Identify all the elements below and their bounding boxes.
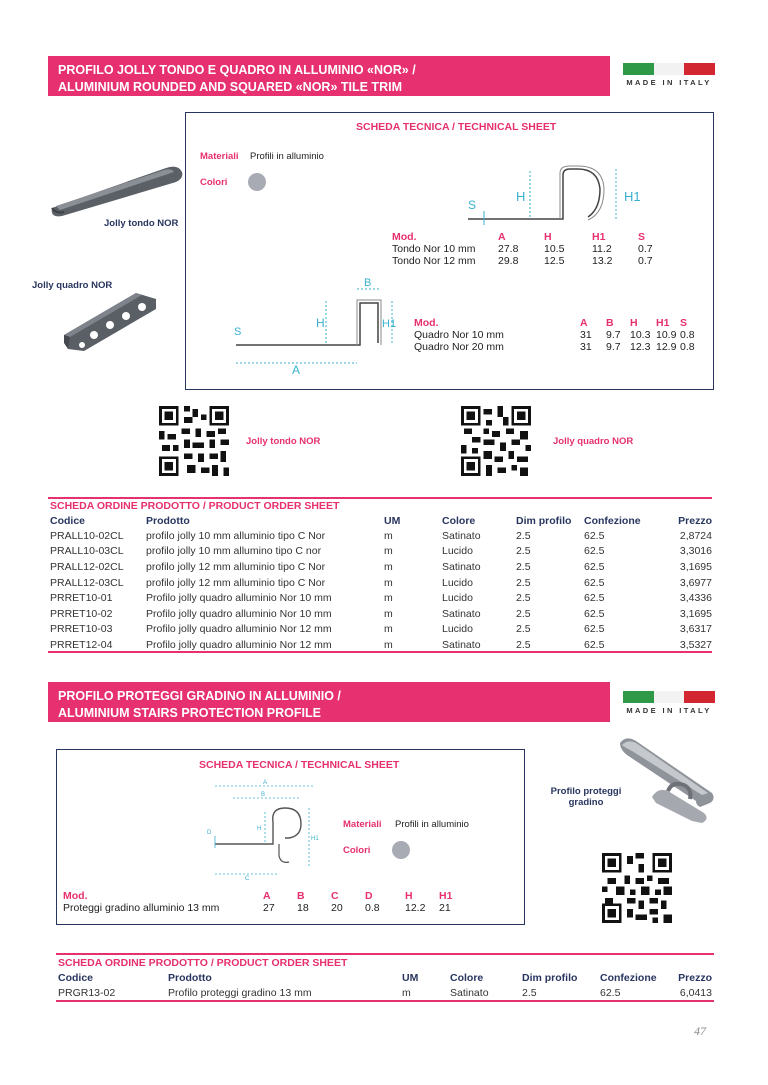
table-row — [50, 606, 712, 622]
table-cell: 13.2 — [592, 255, 613, 267]
table-cell: 62.5 — [584, 560, 605, 573]
table-cell: 62.5 — [584, 607, 605, 620]
qr-code-jolly-tondo[interactable] — [159, 406, 229, 476]
section2-color-swatch — [392, 841, 410, 859]
table-cell: 2.5 — [516, 623, 531, 636]
table-cell: 31 — [580, 329, 592, 341]
table-cell: PRRET10-02 — [50, 607, 113, 620]
table-cell: 2.5 — [516, 529, 531, 542]
tondo-dim-s: S — [468, 198, 477, 212]
section1-title-line2: ALUMINIUM ROUNDED AND SQUARED «NOR» TILE TRIM — [58, 80, 402, 94]
table-cell: 3,1695 — [679, 560, 712, 573]
table-row — [58, 985, 712, 1001]
qr-label-jolly-quadro: Jolly quadro NOR — [553, 436, 634, 447]
quadro-dim-h: H — [316, 316, 325, 330]
table-cell: Profilo jolly quadro alluminio Nor 12 mm — [146, 623, 332, 636]
table-cell: m — [384, 638, 393, 651]
section2-sheet-title: SCHEDA TECNICA / TECHNICAL SHEET — [199, 759, 400, 771]
stairs-col-mod: Mod. — [63, 890, 88, 902]
quadro-col-s: S — [680, 317, 688, 329]
tondo-col-s: S — [638, 231, 646, 243]
stairs-col-a: A — [263, 890, 271, 902]
order1-table — [50, 514, 712, 653]
table-cell: 2.5 — [516, 638, 531, 651]
order1-col-prezzo: Prezzo — [678, 515, 712, 527]
quadro-col-b: B — [606, 317, 614, 329]
tondo-col-a: A — [498, 231, 506, 243]
stairs-image-label — [550, 786, 622, 808]
table-cell: PRGR13-02 — [58, 986, 116, 999]
order2-col-um: UM — [402, 972, 419, 984]
stairs-dim-c: C — [245, 876, 250, 882]
table-cell: Profilo jolly quadro alluminio Nor 10 mm — [146, 592, 332, 605]
order1-col-codice: Codice — [50, 515, 86, 527]
table-cell: 6,0413 — [679, 986, 712, 999]
table-cell: 2.5 — [516, 592, 531, 605]
table-cell: 3,4336 — [679, 592, 712, 605]
made-in-italy-label: MADE IN ITALY — [626, 78, 712, 87]
order2-col-codice: Codice — [58, 972, 94, 984]
stairs-spec-table — [63, 890, 459, 914]
tondo-dim-h: H — [516, 189, 526, 204]
order1-col-dim: Dim profilo — [516, 515, 572, 527]
order2-table — [58, 971, 712, 1001]
section2-title-line1: PROFILO PROTEGGI GRADINO IN ALLUMINIO / — [58, 689, 341, 703]
table-cell: m — [384, 560, 393, 573]
table-cell: PRALL10-02CL — [50, 529, 124, 542]
table-cell: 9.7 — [606, 341, 621, 353]
section2-technical-sheet — [56, 749, 525, 925]
table-cell: m — [384, 592, 393, 605]
order2-col-confezione: Confezione — [600, 972, 657, 984]
table-cell: 9.7 — [606, 329, 621, 341]
table-cell: Quadro Nor 10 mm — [414, 329, 504, 341]
tondo-col-mod: Mod. — [392, 231, 417, 243]
order1-bottom-rule — [48, 651, 712, 653]
order2-bottom-rule — [56, 1000, 714, 1002]
qr-code-stairs[interactable] — [602, 853, 672, 923]
stairs-image-label-line2: gradino — [568, 797, 604, 808]
section2-materiali-value: Profili in alluminio — [395, 819, 469, 830]
table-cell: Tondo Nor 10 mm — [392, 243, 476, 255]
table-cell: 0.8 — [365, 902, 380, 914]
section2-title-band — [48, 682, 610, 722]
table-cell: Satinato — [450, 986, 489, 999]
table-row — [50, 544, 712, 560]
table-cell: PRRET10-01 — [50, 592, 113, 605]
tondo-col-h: H — [544, 231, 552, 243]
section1-materiali-label: Materiali — [200, 151, 239, 162]
table-cell: 2.5 — [516, 545, 531, 558]
tondo-dim-h1: H1 — [624, 189, 641, 204]
table-cell: Profilo proteggi gradino 13 mm — [168, 986, 312, 999]
jolly-tondo-image — [46, 158, 186, 218]
qr-label-jolly-tondo: Jolly tondo NOR — [246, 436, 321, 447]
table-cell: 0.7 — [638, 243, 653, 255]
table-cell: Lucido — [442, 545, 473, 558]
table-cell: 12.3 — [630, 341, 651, 353]
table-row — [50, 622, 712, 638]
stairs-spec-header — [63, 890, 459, 902]
table-cell: PRALL12-03CL — [50, 576, 124, 589]
table-cell: 2.5 — [516, 607, 531, 620]
table-cell: 62.5 — [584, 623, 605, 636]
quadro-col-h1: H1 — [656, 317, 670, 329]
table-cell: 12.2 — [405, 902, 426, 914]
table-cell: 18 — [297, 902, 309, 914]
stairs-col-b: B — [297, 890, 305, 902]
table-cell: 62.5 — [600, 986, 621, 999]
section1-technical-sheet — [185, 112, 714, 390]
stairs-dim-a: A — [263, 780, 268, 786]
table-row — [392, 255, 668, 267]
order1-top-rule — [48, 497, 712, 499]
made-in-italy-flag-2 — [623, 691, 715, 719]
quadro-spec-table — [414, 317, 700, 353]
table-cell: m — [384, 529, 393, 542]
order1-col-prodotto: Prodotto — [146, 515, 190, 527]
table-cell: 2.5 — [522, 986, 537, 999]
table-cell: profilo jolly 12 mm alluminio tipo C Nor — [146, 560, 326, 573]
stairs-image-label-line1: Profilo proteggi — [550, 786, 622, 797]
table-cell: m — [384, 623, 393, 636]
table-cell: 0.8 — [680, 341, 695, 353]
table-cell: 2.5 — [516, 576, 531, 589]
table-cell: 10.9 — [656, 329, 677, 341]
table-cell: 12.9 — [656, 341, 677, 353]
table-cell: 11.2 — [592, 243, 612, 255]
jolly-quadro-label: Jolly quadro NOR — [32, 280, 113, 291]
order1-col-colore: Colore — [442, 515, 476, 527]
quadro-dim-b: B — [364, 277, 372, 289]
table-cell: Lucido — [442, 576, 473, 589]
table-row — [50, 575, 712, 591]
table-cell: Lucido — [442, 592, 473, 605]
table-cell: Satinato — [442, 560, 481, 573]
table-cell: 62.5 — [584, 592, 605, 605]
table-cell: Tondo Nor 12 mm — [392, 255, 476, 267]
table-cell: 3,3016 — [679, 545, 712, 558]
table-row — [63, 902, 459, 914]
table-cell: Satinato — [442, 638, 481, 651]
made-in-italy-label-2: MADE IN ITALY — [626, 706, 712, 715]
quadro-dim-a: A — [292, 363, 301, 375]
table-cell: 21 — [439, 902, 451, 914]
section1-materiali-value: Profili in alluminio — [250, 151, 324, 162]
order1-col-confezione: Confezione — [584, 515, 641, 527]
stairs-profile-diagram — [205, 778, 335, 882]
table-cell: 31 — [580, 341, 592, 353]
table-cell: 27 — [263, 902, 275, 914]
qr-code-jolly-quadro[interactable] — [461, 406, 531, 476]
quadro-dim-s: S — [234, 326, 242, 338]
table-cell: 62.5 — [584, 576, 605, 589]
section1-title-band — [48, 56, 610, 96]
table-cell: 20 — [331, 902, 343, 914]
tondo-spec-table — [392, 231, 668, 267]
table-cell: Proteggi gradino alluminio 13 mm — [63, 902, 220, 914]
table-cell: 10.3 — [630, 329, 651, 341]
section2-title-line2: ALUMINIUM STAIRS PROTECTION PROFILE — [58, 706, 321, 720]
order1-title: SCHEDA ORDINE PRODOTTO / PRODUCT ORDER SHEET — [50, 500, 340, 512]
stairs-col-c: C — [331, 890, 339, 902]
table-cell: 10.5 — [544, 243, 565, 255]
table-cell: 2,8724 — [679, 529, 712, 542]
order2-header-row — [58, 971, 712, 985]
stairs-dim-h: H — [257, 826, 262, 832]
table-cell: 3,6977 — [679, 576, 712, 589]
stairs-profile-image — [612, 733, 718, 825]
table-cell: 29.8 — [498, 255, 519, 267]
order2-title: SCHEDA ORDINE PRODOTTO / PRODUCT ORDER SHEET — [58, 957, 348, 969]
tondo-spec-header — [392, 231, 668, 243]
order2-col-prezzo: Prezzo — [678, 972, 712, 984]
stairs-dim-b: B — [261, 792, 266, 798]
jolly-quadro-image — [60, 285, 160, 357]
order2-col-colore: Colore — [450, 972, 484, 984]
table-cell: 62.5 — [584, 638, 605, 651]
page-number: 47 — [694, 1024, 706, 1038]
table-cell: m — [384, 607, 393, 620]
order1-header-row — [50, 514, 712, 528]
quadro-col-h: H — [630, 317, 638, 329]
order2-col-prodotto: Prodotto — [168, 972, 212, 984]
stairs-col-h1: H1 — [439, 890, 453, 902]
section2-colori-label: Colori — [343, 845, 371, 856]
tondo-col-h1: H1 — [592, 231, 606, 243]
table-cell: Profilo jolly quadro alluminio Nor 12 mm — [146, 638, 332, 651]
table-cell: profilo jolly 12 mm alluminio tipo C Nor — [146, 576, 326, 589]
table-row — [414, 329, 700, 341]
order2-col-dim: Dim profilo — [522, 972, 578, 984]
table-cell: PRRET10-03 — [50, 623, 113, 636]
table-cell: PRRET12-04 — [50, 638, 113, 651]
section2-materiali-label: Materiali — [343, 819, 382, 830]
table-cell: 12.5 — [544, 255, 565, 267]
table-cell: m — [384, 576, 393, 589]
table-row — [50, 590, 712, 606]
table-cell: Profilo jolly quadro alluminio Nor 10 mm — [146, 607, 332, 620]
order2-top-rule — [56, 953, 714, 955]
tondo-profile-diagram — [448, 165, 658, 229]
table-cell: PRALL12-02CL — [50, 560, 124, 573]
section1-color-swatch — [248, 173, 266, 191]
jolly-tondo-label: Jolly tondo NOR — [104, 218, 179, 229]
stairs-dim-d: D — [207, 830, 212, 836]
table-cell: profilo jolly 10 mm alluminio tipo C Nor — [146, 529, 326, 542]
table-cell: 27.8 — [498, 243, 519, 255]
made-in-italy-flag — [623, 63, 715, 91]
table-cell: 0.8 — [680, 329, 695, 341]
order1-body — [50, 528, 712, 653]
table-row — [50, 528, 712, 544]
table-cell: 2.5 — [516, 560, 531, 573]
table-cell: profilo jolly 10 mm allumino tipo C nor — [146, 545, 322, 558]
section1-colori-label: Colori — [200, 177, 228, 188]
table-cell: Lucido — [442, 623, 473, 636]
quadro-profile-diagram — [226, 275, 406, 375]
table-cell: 62.5 — [584, 545, 605, 558]
table-cell: Satinato — [442, 607, 481, 620]
quadro-col-mod: Mod. — [414, 317, 439, 329]
table-cell: 0.7 — [638, 255, 653, 267]
table-row — [50, 559, 712, 575]
section1-title-line1: PROFILO JOLLY TONDO E QUADRO IN ALLUMINIO «NOR» / — [58, 63, 416, 77]
table-cell: Satinato — [442, 529, 481, 542]
stairs-col-d: D — [365, 890, 373, 902]
table-cell: 3,6317 — [679, 623, 712, 636]
table-cell: 62.5 — [584, 529, 605, 542]
stairs-col-h: H — [405, 890, 413, 902]
table-row — [392, 243, 668, 255]
table-cell: PRALL10-03CL — [50, 545, 124, 558]
table-cell: 3,1695 — [679, 607, 712, 620]
quadro-col-a: A — [580, 317, 588, 329]
quadro-spec-header — [414, 317, 700, 329]
quadro-dim-h1: H1 — [382, 318, 397, 330]
order1-col-um: UM — [384, 515, 401, 527]
section1-sheet-title: SCHEDA TECNICA / TECHNICAL SHEET — [356, 121, 557, 133]
table-cell: m — [384, 545, 393, 558]
table-cell: m — [402, 986, 411, 999]
table-row — [414, 341, 700, 353]
table-cell: 3,5327 — [679, 638, 712, 651]
order2-body — [58, 985, 712, 1001]
table-cell: Quadro Nor 20 mm — [414, 341, 504, 353]
stairs-dim-h1: H1 — [311, 836, 319, 842]
